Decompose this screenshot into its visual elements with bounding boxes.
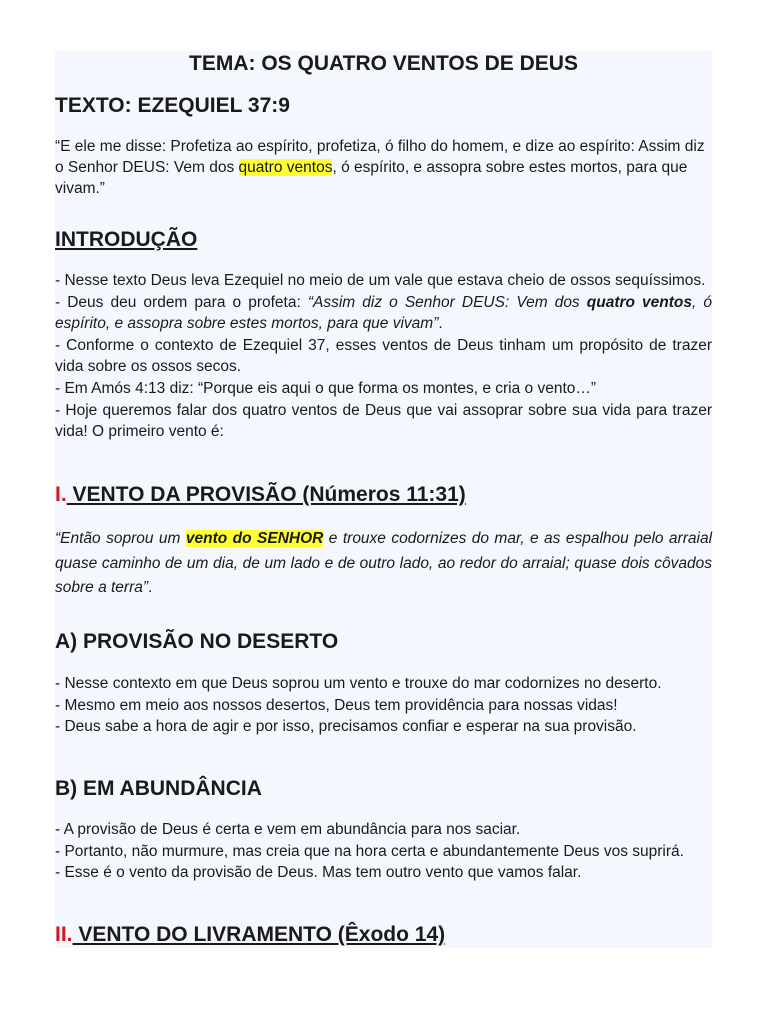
- body-paragraph: - Mesmo em meio aos nossos desertos, Deus tem providência para nossas vidas!: [55, 696, 618, 714]
- intro-paragraph: - Conforme o contexto de Ezequiel 37, esses ventos de Deus tinham um propósito de trazer vida sobre os ossos secos.: [55, 336, 712, 376]
- quote-text: e trouxe codornizes do mar, e as espalhou pelo arraial quase caminho de um dia, de um lado e de outro lado, ao redor do arraial; quase dois côvados sobre a terra”: [55, 530, 713, 597]
- verse-text-end: , ó espírito, e assopra sobre estes mortos, para que vivam.”: [55, 159, 688, 197]
- body-paragraph: - A provisão de Deus é certa e vem em abundância para nos saciar.: [55, 821, 521, 838]
- subheading-a: A) PROVISÃO NO DESERTO: [55, 630, 339, 653]
- verse-text: “E ele me disse: Profetiza ao espírito, profetiza, ó filho do homem, e dize ao espírito: Assim diz o Senhor DEUS: Vem dos: [55, 138, 705, 176]
- section-heading-2: [55, 923, 712, 947]
- text-reference-heading: TEXTO: EZEQUIEL 37:9: [55, 94, 290, 117]
- intro-italic: “Assim diz o Senhor DEUS: Vem dos: [307, 293, 587, 311]
- intro-paragraph: - Em Amós 4:13 diz: “Porque eis aqui o que forma os montes, e cria o vento…”: [55, 379, 597, 397]
- intro-heading: INTRODUÇÃO: [55, 228, 198, 251]
- intro-text: .: [438, 315, 443, 333]
- section-title: VENTO DO LIVRAMENTO (Êxodo 14): [72, 923, 446, 946]
- roman-numeral: II.: [55, 923, 73, 946]
- body-paragraph: - Portanto, não murmure, mas creia que na hora certa e abundantemente Deus vos suprirá.: [55, 842, 684, 860]
- subsection-b-body: [55, 819, 712, 884]
- quote-highlight: vento do SENHOR: [185, 530, 324, 547]
- section-heading-1: [55, 483, 712, 507]
- body-paragraph: - Deus sabe a hora de agir e por isso, precisamos confiar e esperar na sua provisão.: [55, 718, 637, 736]
- intro-bold: quatro ventos: [586, 293, 693, 311]
- scripture-quote: [55, 527, 712, 601]
- quote-text: “Então soprou um: [55, 530, 186, 547]
- section-title: VENTO DA PROVISÃO (Números 11:31): [66, 483, 466, 506]
- body-paragraph: - Esse é o vento da provisão de Deus. Mas tem outro vento que vamos falar.: [55, 864, 582, 882]
- intro-body: [55, 270, 712, 443]
- quote-text-end: .: [148, 579, 153, 597]
- subsection-a-body: [55, 673, 712, 738]
- body-paragraph: - Nesse contexto em que Deus soprou um vento e trouxe do mar codornizes no deserto.: [55, 675, 662, 692]
- intro-italic: , ó espírito, e assopra sobre estes mortos, para que vivam”: [55, 293, 713, 333]
- intro-text: - Deus deu ordem para o profeta:: [55, 293, 308, 311]
- intro-paragraph: [55, 292, 712, 335]
- intro-paragraph: - Hoje queremos falar dos quatro ventos de Deus que vai assoprar sobre sua vida para trazer vida! O primeiro vento é:: [55, 401, 712, 441]
- verse-highlight: quatro ventos: [238, 159, 333, 176]
- roman-numeral: I.: [55, 483, 67, 506]
- bible-verse: [55, 136, 712, 199]
- subheading-b: B) EM ABUNDÂNCIA: [55, 777, 262, 800]
- sermon-title: TEMA: OS QUATRO VENTOS DE DEUS: [189, 52, 578, 75]
- intro-paragraph: - Nesse texto Deus leva Ezequiel no meio de um vale que estava cheio de ossos sequíssimos.: [55, 272, 706, 289]
